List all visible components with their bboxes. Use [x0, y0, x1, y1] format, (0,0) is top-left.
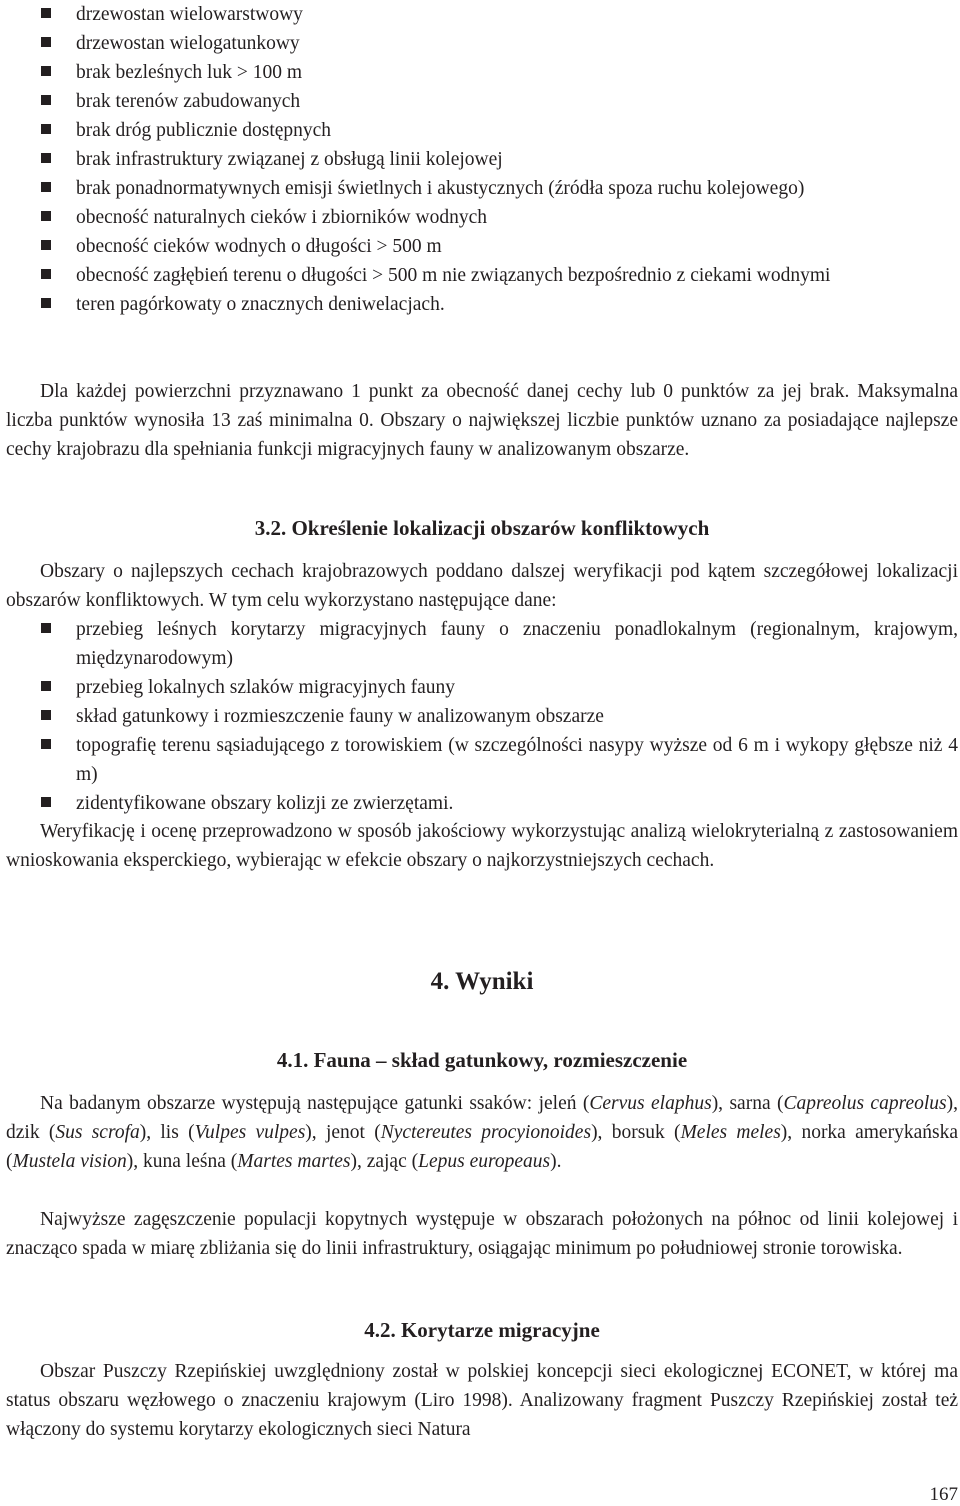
- square-bullet-icon: [41, 298, 51, 308]
- list-item: brak terenów zabudowanych: [6, 87, 958, 116]
- list-item: skład gatunkowy i rozmieszczenie fauny w analizowanym obszarze: [6, 702, 958, 731]
- species-name: Martes martes: [237, 1151, 351, 1172]
- species-name: Sus scrofa: [55, 1122, 140, 1143]
- landscape-criteria-list: [6, 0, 958, 319]
- list-item: teren pagórkowaty o znacznych deniwelacjach.: [6, 290, 958, 319]
- section-heading-4: 4. Wyniki: [430, 968, 534, 995]
- square-bullet-icon: [41, 681, 51, 691]
- list-item: topografię terenu sąsiadującego z torowiskiem (w szczególności nasypy wyższe od 6 m i wykopy głębsze niż 4 m): [6, 731, 958, 789]
- list-item: drzewostan wielowarstwowy: [6, 0, 958, 29]
- section-heading-4-1: 4.1. Fauna – skład gatunkowy, rozmieszczenie: [276, 1048, 688, 1072]
- econet-paragraph: Obszar Puszczy Rzepińskiej uwzględniony został w polskiej koncepcji sieci ekologicznej ECONET, w której ma status obszaru węzłowego o znaczeniu krajowym (Liro 1998). Analizowany fragment Puszczy Rzepińskiej został też włączony do systemu korytarzy ekologicznych sieci Natura: [6, 1361, 958, 1440]
- square-bullet-icon: [41, 269, 51, 279]
- square-bullet-icon: [41, 37, 51, 47]
- list-item: przebieg leśnych korytarzy migracyjnych fauny o znaczeniu ponadlokalnym (regionalnym, krajowym, międzynarodowym): [6, 615, 958, 673]
- square-bullet-icon: [41, 95, 51, 105]
- section-heading-4-2: 4.2. Korytarze migracyjne: [364, 1318, 600, 1342]
- data-sources-paragraph: Obszary o najlepszych cechach krajobrazowych poddano dalszej weryfikacji pod kątem szczegółowej lokalizacji obszarów konfliktowych. W tym celu wykorzystano następujące dane:: [6, 561, 958, 611]
- species-name: Mustela vision: [12, 1151, 127, 1172]
- square-bullet-icon: [41, 124, 51, 134]
- square-bullet-icon: [41, 211, 51, 221]
- square-bullet-icon: [41, 66, 51, 76]
- list-item: obecność cieków wodnych o długości > 500 m: [6, 232, 958, 261]
- ungulate-density-paragraph: Najwyższe zagęszczenie populacji kopytnych występuje w obszarach położonych na północ od linii kolejowej i znacząco spada w miarę zbliżania się do linii infrastruktury, osiągając minimum po południowej stronie torowiska.: [6, 1209, 958, 1259]
- species-name: Cervus elaphus: [589, 1093, 712, 1114]
- species-name: Nyctereutes procyionoides: [380, 1122, 592, 1143]
- species-name: Vulpes vulpes: [194, 1122, 306, 1143]
- square-bullet-icon: [41, 739, 51, 749]
- list-item: zidentyfikowane obszary kolizji ze zwierzętami.: [6, 789, 958, 818]
- square-bullet-icon: [41, 182, 51, 192]
- square-bullet-icon: [41, 710, 51, 720]
- page-number: 167: [929, 1484, 958, 1505]
- species-paragraph: Na badanym obszarze występują następujące gatunki ssaków: jeleń (Cervus elaphus), sarna (Capreolus capreolus), dzik (Sus scrofa), lis (Vulpes vulpes), jenot (Nyctereutes procyionoides), borsuk (Meles meles), norka amerykańska (Mustela vision), kuna leśna (Martes martes), zając (Lepus europeaus).: [6, 1093, 958, 1172]
- list-item: brak ponadnormatywnych emisji świetlnych i akustycznych (źródła spoza ruchu kolejowego): [6, 174, 958, 203]
- list-item: obecność naturalnych cieków i zbiorników wodnych: [6, 203, 958, 232]
- list-item: brak infrastruktury związanej z obsługą linii kolejowej: [6, 145, 958, 174]
- list-item: drzewostan wielogatunkowy: [6, 29, 958, 58]
- list-item: brak bezleśnych luk > 100 m: [6, 58, 958, 87]
- verification-paragraph: Weryfikację i ocenę przeprowadzono w sposób jakościowy wykorzystując analizą wielokryterialną z zastosowaniem wnioskowania eksperckiego, wybierając w efekcie obszary o najkorzystniejszych cechach.: [6, 821, 958, 871]
- square-bullet-icon: [41, 240, 51, 250]
- data-sources-list: [6, 615, 958, 818]
- square-bullet-icon: [41, 153, 51, 163]
- square-bullet-icon: [41, 797, 51, 807]
- list-item: obecność zagłębień terenu o długości > 500 m nie związanych bezpośrednio z ciekami wodnymi: [6, 261, 958, 290]
- list-item: przebieg lokalnych szlaków migracyjnych fauny: [6, 673, 958, 702]
- list-item: brak dróg publicznie dostępnych: [6, 116, 958, 145]
- scoring-paragraph: Dla każdej powierzchni przyznawano 1 punkt za obecność danej cechy lub 0 punktów za jej brak. Maksymalna liczba punktów wynosiła 13 zaś minimalna 0. Obszary o największej liczbie punktów uznano za posiadające najlepsze cechy krajobrazu dla spełniania funkcji migracyjnych fauny w analizowanym obszarze.: [6, 381, 958, 460]
- section-heading-3-2: 3.2. Określenie lokalizacji obszarów konfliktowych: [254, 516, 710, 540]
- species-name: Lepus europeaus: [418, 1151, 551, 1172]
- species-name: Capreolus capreolus: [783, 1093, 947, 1114]
- square-bullet-icon: [41, 8, 51, 18]
- square-bullet-icon: [41, 623, 51, 633]
- species-name: Meles meles: [680, 1122, 781, 1143]
